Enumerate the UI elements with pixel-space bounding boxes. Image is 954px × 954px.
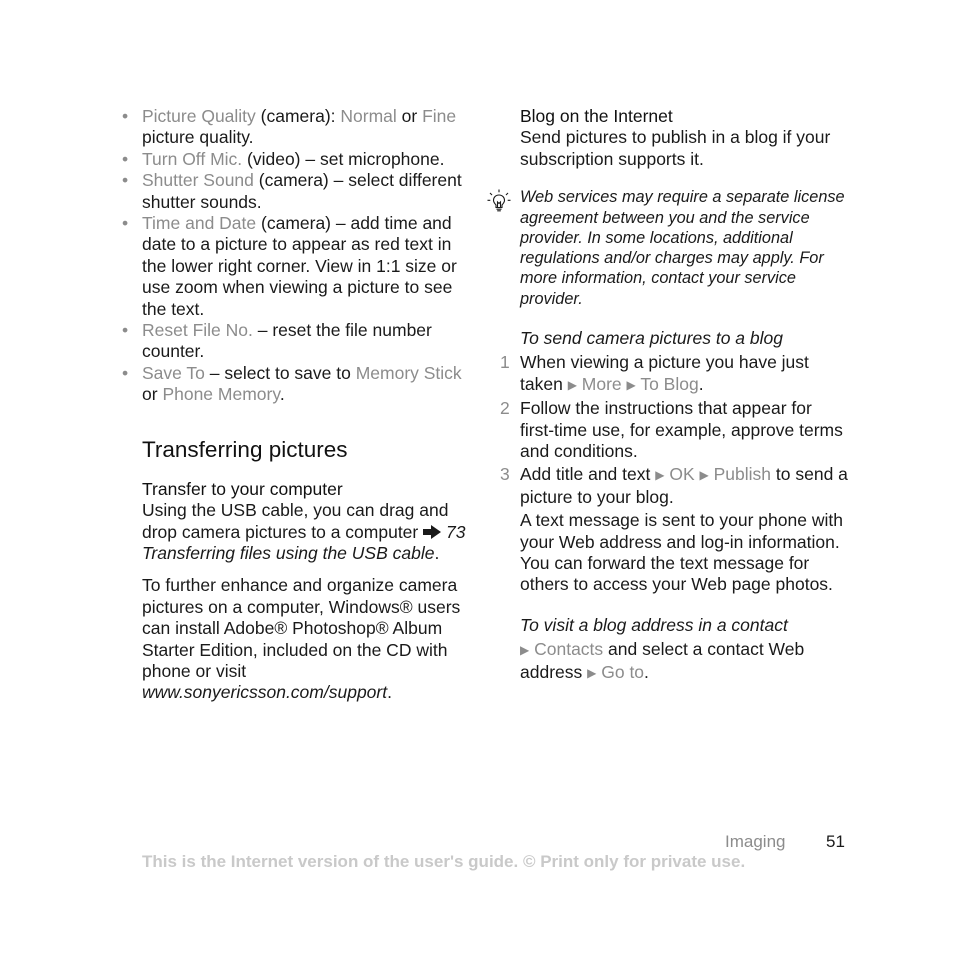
- footer-page-number: 51: [826, 832, 845, 851]
- step-text: Add title and text: [520, 464, 656, 485]
- send-steps-list: [490, 352, 850, 508]
- left-column: [122, 106, 472, 704]
- visit-menu-item[interactable]: Contacts: [534, 639, 604, 660]
- paragraph-photoshop-end: .: [387, 682, 392, 703]
- triangle-right-icon: ▶: [655, 468, 665, 483]
- step-text: Follow the instructions that appear for first-time use, for example, approve terms and conditions.: [520, 398, 843, 462]
- triangle-right-icon: ▶: [567, 377, 577, 392]
- step-number: 2: [500, 398, 510, 419]
- bullet-dot-icon: •: [122, 362, 129, 383]
- bullet-menu-item[interactable]: Memory Stick: [355, 362, 462, 383]
- visit-instructions: [520, 639, 850, 684]
- lightbulb-icon: [486, 188, 512, 214]
- right-column: [490, 106, 850, 684]
- bullet-text: (camera):: [255, 106, 341, 126]
- triangle-right-icon: ▶: [520, 643, 530, 658]
- step3-extra-text: A text message is sent to your phone with your Web address and log-in information. You can forward the text message for others to access your Web page photos.: [520, 510, 843, 595]
- footer-section-name: Imaging: [725, 832, 786, 851]
- bullet-menu-item[interactable]: Reset File No.: [142, 320, 253, 341]
- support-url-link[interactable]: www.sonyericsson.com/support: [142, 682, 388, 703]
- bullet-text: – reset the file number counter.: [142, 320, 432, 362]
- bullet-item: [122, 320, 472, 363]
- triangle-right-icon: ▶: [699, 468, 709, 483]
- subheading-blog: Blog on the Internet: [520, 106, 673, 126]
- footer-notice: This is the Internet version of the user's guide. © Print only for private use.: [142, 852, 746, 871]
- step-text: .: [698, 373, 704, 394]
- triangle-right-icon: ▶: [587, 665, 597, 680]
- bullet-menu-item[interactable]: Picture Quality: [142, 106, 256, 126]
- bullet-menu-item[interactable]: Fine: [422, 106, 457, 126]
- paragraph-usb-end: .: [434, 542, 440, 563]
- step-item: [490, 464, 850, 508]
- step-text: When viewing a picture you have just taken: [520, 352, 809, 394]
- bullet-item: [122, 363, 472, 406]
- step-number: 3: [500, 464, 510, 485]
- paragraph-photoshop: [142, 575, 472, 703]
- step-item: [490, 398, 850, 462]
- bullet-menu-item[interactable]: Shutter Sound: [142, 170, 254, 191]
- bullet-menu-item[interactable]: Save To: [142, 362, 205, 383]
- settings-bullet-list: [122, 106, 472, 406]
- bullet-dot-icon: •: [122, 106, 129, 126]
- bullet-item: [122, 106, 472, 149]
- subheading-transfer: Transfer to your computer: [142, 478, 343, 499]
- bullet-item: [122, 213, 472, 320]
- bullet-dot-icon: •: [122, 320, 129, 341]
- bullet-text: or: [142, 384, 163, 405]
- bullet-text: (camera) – add time and date to a picture to appear as red text in the lower right corner. View in 1:1 size or use zoom when viewing a picture to see the text.: [142, 213, 457, 319]
- paragraph-usb: [142, 500, 472, 564]
- step-text: to send a picture to your blog.: [520, 464, 848, 507]
- bullet-dot-icon: •: [122, 213, 129, 234]
- arrow-right-icon: [423, 525, 441, 539]
- tip-box: [490, 187, 850, 309]
- blog-intro: Send pictures to publish in a blog if your subscription supports it.: [520, 127, 831, 169]
- bullet-text: picture quality.: [142, 127, 254, 148]
- step-menu-item[interactable]: OK: [669, 464, 695, 485]
- procedure-title-visit: To visit a blog address in a contact: [520, 614, 788, 635]
- paragraph-usb-text: Using the USB cable, you can drag and drop camera pictures to a computer: [142, 500, 449, 542]
- paragraph-photoshop-text: To further enhance and organize camera pictures on a computer, Windows® users can install Adobe® Photoshop® Album Starter Edition, included on the CD with phone or visit: [142, 575, 461, 681]
- step-menu-item[interactable]: More: [581, 373, 622, 394]
- step-menu-item[interactable]: Publish: [713, 464, 772, 485]
- bullet-menu-item[interactable]: Time and Date: [142, 213, 257, 234]
- bullet-item: [122, 149, 472, 170]
- triangle-right-icon: ▶: [626, 377, 636, 392]
- bullet-text: or: [396, 106, 423, 126]
- tip-text: Web services may require a separate license agreement between you and the service provider. In some locations, additional regulations and/or charges may apply. For more information, contact your service provider.: [520, 188, 845, 308]
- bullet-text: (camera) – select different shutter sounds.: [142, 170, 462, 212]
- bullet-text: – select to save to: [204, 362, 356, 383]
- step-number: 1: [500, 352, 510, 373]
- visit-text: .: [644, 661, 649, 682]
- bullet-dot-icon: •: [122, 170, 129, 191]
- step-item: [490, 352, 850, 396]
- bullet-text: .: [279, 384, 285, 405]
- bullet-dot-icon: •: [122, 148, 129, 169]
- bullet-item: [122, 170, 472, 213]
- bullet-text: (video) – set microphone.: [242, 148, 445, 169]
- bullet-menu-item[interactable]: Turn Off Mic.: [142, 148, 243, 169]
- visit-menu-item[interactable]: Go to: [601, 661, 645, 682]
- section-heading: Transferring pictures: [142, 436, 348, 462]
- bullet-menu-item[interactable]: Normal: [340, 106, 397, 126]
- step-menu-item[interactable]: To Blog: [640, 373, 699, 394]
- visit-text: and select a contact Web address: [520, 639, 805, 682]
- procedure-title-send: To send camera pictures to a blog: [520, 328, 783, 348]
- cross-reference-link[interactable]: 73 Transferring files using the USB cable: [142, 521, 466, 563]
- bullet-menu-item[interactable]: Phone Memory: [162, 384, 280, 405]
